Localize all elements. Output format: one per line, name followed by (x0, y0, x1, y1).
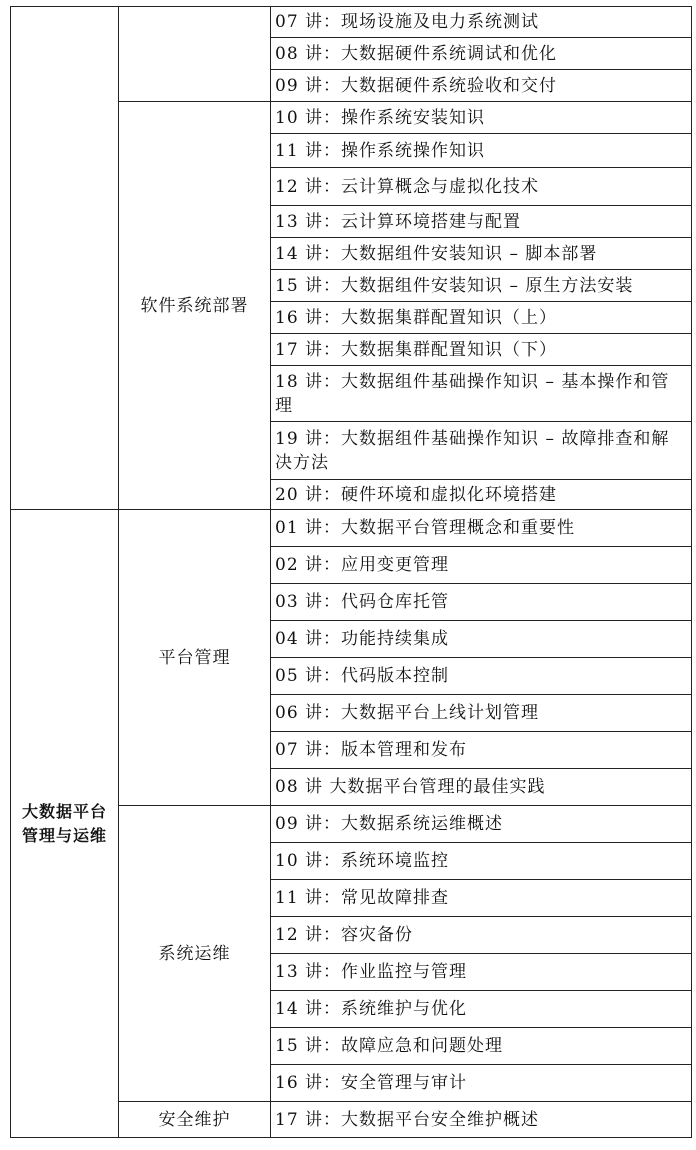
lesson-cell: 01 讲：大数据平台管理概念和重要性 (271, 510, 692, 547)
lesson-cell: 20 讲：硬件环境和虚拟化环境搭建 (271, 480, 692, 510)
lesson-cell: 12 讲：容灾备份 (271, 917, 692, 954)
submodule-cell: 软件系统部署 (119, 102, 271, 510)
lesson-cell: 10 讲：系统环境监控 (271, 843, 692, 880)
submodule-cell (119, 7, 271, 102)
lesson-cell: 15 讲：大数据组件安装知识 – 原生方法安装 (271, 270, 692, 302)
lesson-cell: 08 讲 大数据平台管理的最佳实践 (271, 769, 692, 806)
lesson-cell: 06 讲：大数据平台上线计划管理 (271, 695, 692, 732)
lesson-cell: 02 讲：应用变更管理 (271, 547, 692, 584)
lesson-cell: 07 讲：版本管理和发布 (271, 732, 692, 769)
submodule-cell: 安全维护 (119, 1102, 271, 1138)
curriculum-body (11, 7, 692, 1138)
lesson-cell: 19 讲：大数据组件基础操作知识 – 故障排查和解决方法 (271, 422, 692, 480)
lesson-cell: 09 讲：大数据系统运维概述 (271, 806, 692, 843)
lesson-cell: 18 讲：大数据组件基础操作知识 – 基本操作和管理 (271, 366, 692, 422)
lesson-cell: 17 讲：大数据平台安全维护概述 (271, 1102, 692, 1138)
lesson-cell: 15 讲：故障应急和问题处理 (271, 1028, 692, 1065)
lesson-cell: 14 讲：系统维护与优化 (271, 991, 692, 1028)
module-cell (11, 7, 119, 510)
lesson-cell: 08 讲：大数据硬件系统调试和优化 (271, 38, 692, 70)
table-row (11, 7, 692, 38)
module-cell: 大数据平台管理与运维 (11, 510, 119, 1138)
lesson-cell: 09 讲：大数据硬件系统验收和交付 (271, 70, 692, 102)
lesson-cell: 12 讲：云计算概念与虚拟化技术 (271, 168, 692, 206)
lesson-cell: 05 讲：代码版本控制 (271, 658, 692, 695)
lesson-cell: 07 讲：现场设施及电力系统测试 (271, 7, 692, 38)
curriculum-table (10, 6, 692, 1138)
submodule-cell: 平台管理 (119, 510, 271, 806)
lesson-cell: 16 讲：大数据集群配置知识（上） (271, 302, 692, 334)
submodule-cell: 系统运维 (119, 806, 271, 1102)
lesson-cell: 04 讲：功能持续集成 (271, 621, 692, 658)
lesson-cell: 14 讲：大数据组件安装知识 – 脚本部署 (271, 238, 692, 270)
lesson-cell: 11 讲：操作系统操作知识 (271, 134, 692, 168)
table-row (11, 510, 692, 547)
lesson-cell: 13 讲：云计算环境搭建与配置 (271, 206, 692, 238)
lesson-cell: 10 讲：操作系统安装知识 (271, 102, 692, 134)
lesson-cell: 16 讲：安全管理与审计 (271, 1065, 692, 1102)
lesson-cell: 03 讲：代码仓库托管 (271, 584, 692, 621)
lesson-cell: 17 讲：大数据集群配置知识（下） (271, 334, 692, 366)
lesson-cell: 11 讲：常见故障排查 (271, 880, 692, 917)
lesson-cell: 13 讲：作业监控与管理 (271, 954, 692, 991)
